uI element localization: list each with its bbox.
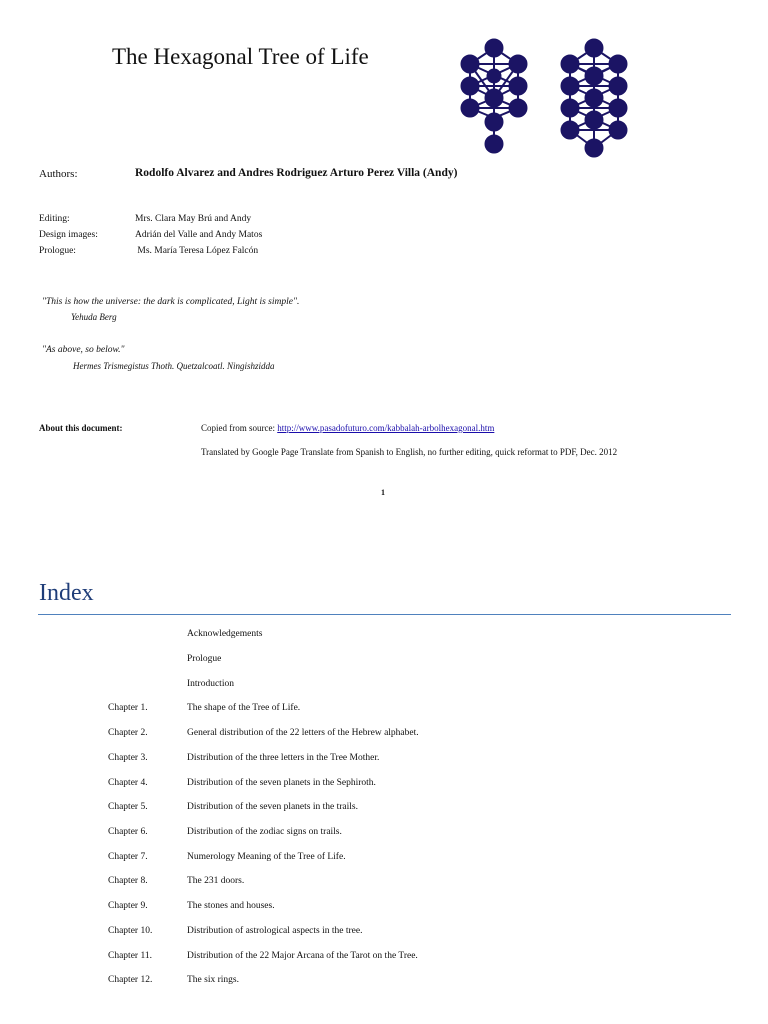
document-title: The Hexagonal Tree of Life [112,44,369,69]
about-label: About this document: [39,423,123,433]
index-entry[interactable]: Introduction [187,679,234,689]
index-chapter: Chapter 5. [108,802,148,812]
index-entry[interactable]: Prologue [187,654,222,664]
tree-of-life-logos [456,36,646,160]
quote-text: "As above, so below." [42,345,125,355]
index-chapter: Chapter 9. [108,901,148,911]
index-entry[interactable]: The shape of the Tree of Life. [187,703,301,713]
index-entry[interactable]: Distribution of the three letters in the Tree Mother. [187,753,380,763]
source-link[interactable]: http://www.pasadofuturo.com/kabbalah-arbolhexagonal.htm [277,423,495,433]
index-entry[interactable]: Numerology Meaning of the Tree of Life. [187,852,346,862]
hexagonal-tree-of-life-icon [561,39,627,157]
index-chapter: Chapter 12. [108,975,153,985]
index-chapter: Chapter 1. [108,703,148,713]
index-entry[interactable]: The stones and houses. [187,901,275,911]
credit-value: Mrs. Clara May Brú and Andy [135,214,252,224]
index-entry[interactable]: Distribution of the seven planets in the Sephiroth. [187,778,376,788]
index-entry[interactable]: Distribution of the zodiac signs on trails. [187,827,342,837]
index-chapter: Chapter 2. [108,728,148,738]
authors-value: Rodolfo Alvarez and Andres Rodriguez Arturo Perez Villa (Andy) [135,167,458,179]
quote-text: "This is how the universe: the dark is complicated, Light is simple". [42,297,300,307]
copied-prefix: Copied from source: [201,423,278,433]
quote-attribution: Hermes Trismegistus Thoth. Quetzalcoatl. Ningishzidda [73,361,275,371]
about-translated: Translated by Google Page Translate from Spanish to English, no further editing, quick reformat to PDF, Dec. 2012 [201,447,618,457]
index-chapter: Chapter 4. [108,778,148,788]
index-divider [38,614,731,615]
index-chapter: Chapter 6. [108,827,148,837]
index-heading: Index [39,580,94,606]
index-chapter: Chapter 11. [108,951,152,961]
credit-value: Adrián del Valle and Andy Matos [135,230,263,240]
credit-value: Ms. María Teresa López Falcón [135,246,259,256]
authors-label: Authors: [39,168,78,180]
quote-attribution: Yehuda Berg [71,312,117,322]
index-entry[interactable]: Distribution of the 22 Major Arcana of the Tarot on the Tree. [187,951,418,961]
index-chapter: Chapter 8. [108,876,148,886]
index-entry[interactable]: The six rings. [187,975,239,985]
index-entry[interactable]: Acknowledgements [187,629,263,639]
about-copied-from [201,423,494,433]
credit-label: Prologue: [39,246,76,256]
page-number: 1 [381,488,385,497]
index-entry[interactable]: Distribution of the seven planets in the trails. [187,802,358,812]
index-entry[interactable]: General distribution of the 22 letters of the Hebrew alphabet. [187,728,419,738]
index-chapter: Chapter 3. [108,753,148,763]
credit-label: Design images: [39,230,98,240]
index-chapter: Chapter 10. [108,926,153,936]
credit-label: Editing: [39,214,70,224]
index-entry[interactable]: The 231 doors. [187,876,245,886]
index-chapter: Chapter 7. [108,852,148,862]
index-entry[interactable]: Distribution of astrological aspects in the tree. [187,926,363,936]
classic-tree-of-life-icon [461,39,527,153]
